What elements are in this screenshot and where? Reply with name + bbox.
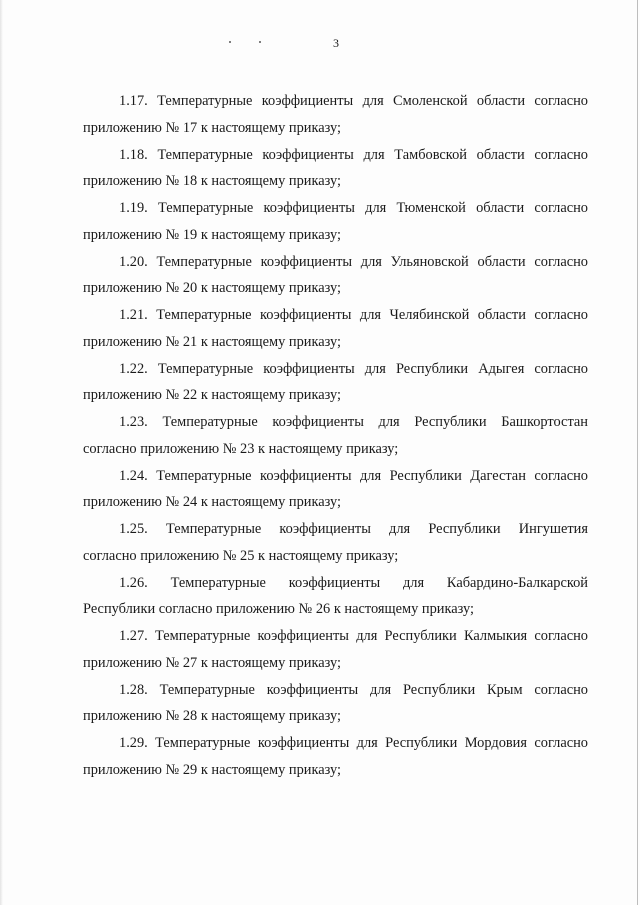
item-line-second: приложению № 19 к настоящему приказу; bbox=[83, 226, 342, 243]
list-item bbox=[83, 249, 588, 303]
item-line-second: приложению № 28 к настоящему приказу; bbox=[83, 708, 342, 725]
item-line-second: приложению № 24 к настоящему приказу; bbox=[83, 494, 342, 511]
item-line-second: приложению № 29 к настоящему приказу; bbox=[83, 761, 342, 778]
item-line-second: приложению № 21 к настоящему приказу; bbox=[83, 333, 342, 350]
item-line-second: приложению № 27 к настоящему приказу; bbox=[83, 654, 342, 671]
item-line-first: 1.25. Температурные коэффициенты для Республики Ингушетия bbox=[119, 521, 588, 537]
list-item bbox=[83, 677, 588, 731]
item-line-first: 1.22. Температурные коэффициенты для Республики Адыгея согласно bbox=[119, 360, 588, 377]
list-item bbox=[83, 516, 588, 570]
item-line-first: 1.18. Температурные коэффициенты для Тамбовской области согласно bbox=[119, 146, 588, 163]
list-item bbox=[83, 356, 588, 410]
item-line-first: 1.21. Температурные коэффициенты для Челябинской области согласно bbox=[119, 307, 588, 323]
list-item bbox=[83, 570, 588, 624]
list-item bbox=[83, 623, 588, 677]
list-item bbox=[83, 88, 588, 142]
document-body bbox=[83, 88, 588, 784]
item-line-second: согласно приложению № 25 к настоящему приказу; bbox=[83, 547, 399, 564]
list-item bbox=[83, 409, 588, 463]
list-item bbox=[83, 302, 588, 356]
item-line-first: 1.23. Температурные коэффициенты для Республики Башкортостан bbox=[119, 414, 588, 430]
item-line-first: 1.26. Температурные коэффициенты для Кабардино-Балкарской bbox=[119, 574, 588, 591]
list-item bbox=[83, 142, 588, 196]
list-item bbox=[83, 195, 588, 249]
item-line-first: 1.19. Температурные коэффициенты для Тюменской области согласно bbox=[119, 200, 588, 216]
scan-speck bbox=[229, 41, 231, 43]
scan-edge-right bbox=[637, 0, 638, 905]
item-line-second: приложению № 22 к настоящему приказу; bbox=[83, 387, 342, 404]
item-line-first: 1.24. Температурные коэффициенты для Республики Дагестан согласно bbox=[119, 467, 588, 484]
item-line-first: 1.28. Температурные коэффициенты для Республики Крым согласно bbox=[119, 681, 588, 698]
scan-edge-left bbox=[0, 0, 3, 905]
list-item bbox=[83, 730, 588, 784]
item-line-second: Республики согласно приложению № 26 к настоящему приказу; bbox=[83, 601, 475, 618]
item-line-second: согласно приложению № 23 к настоящему приказу; bbox=[83, 440, 399, 457]
item-line-first: 1.20. Температурные коэффициенты для Ульяновской области согласно bbox=[119, 253, 588, 270]
item-line-first: 1.27. Температурные коэффициенты для Республики Калмыкия согласно bbox=[119, 628, 588, 644]
item-line-first: 1.17. Температурные коэффициенты для Смоленской области согласно bbox=[119, 93, 588, 109]
scan-speck bbox=[259, 41, 261, 43]
item-line-first: 1.29. Температурные коэффициенты для Республики Мордовия согласно bbox=[119, 735, 588, 751]
item-line-second: приложению № 20 к настоящему приказу; bbox=[83, 280, 342, 297]
item-line-second: приложению № 18 к настоящему приказу; bbox=[83, 173, 342, 190]
list-item bbox=[83, 463, 588, 517]
page-number: 3 bbox=[333, 36, 339, 50]
item-line-second: приложению № 17 к настоящему приказу; bbox=[83, 119, 342, 136]
